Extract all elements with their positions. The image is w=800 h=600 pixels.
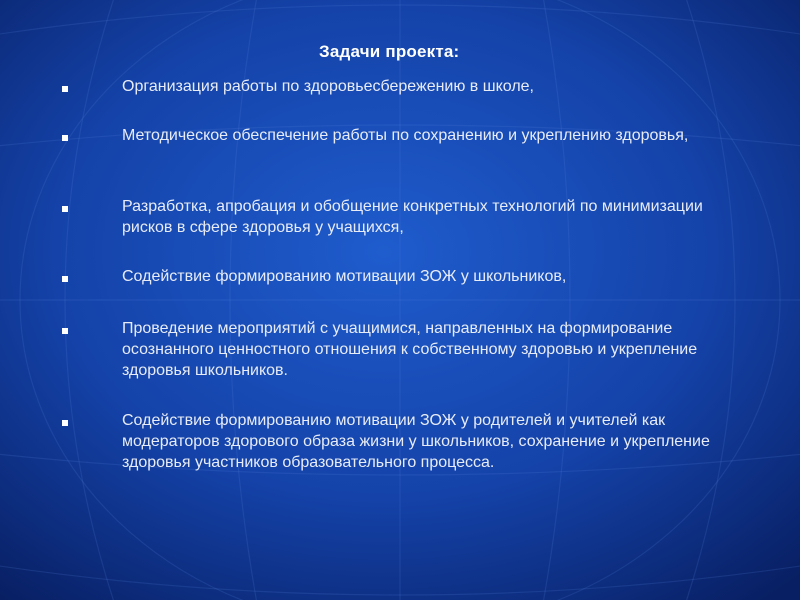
bullet-square-icon	[62, 206, 68, 212]
task-text: Проведение мероприятий с учащимися, направленных на формирование осознанного ценностного отношения к собственному здоровью и укрепление здоровья школьников.	[122, 320, 698, 379]
bullet-square-icon	[62, 276, 68, 282]
task-text: Содействие формированию мотивации ЗОЖ у родителей и учителей как модераторов здорового образа жизни у школьников, сохранение и укрепление здоровья участников образовательного процесса.	[122, 412, 710, 471]
slide-title: Задачи проекта:	[319, 42, 460, 61]
task-text: Содействие формированию мотивации ЗОЖ у школьников,	[122, 268, 567, 285]
task-text: Разработка, апробация и обобщение конкретных технологий по минимизации рисков в сфере здоровья у учащихся,	[122, 198, 703, 236]
task-text: Организация работы по здоровьесбережению в школе,	[122, 78, 534, 95]
bullet-square-icon	[62, 328, 68, 334]
bullet-square-icon	[62, 86, 68, 92]
bullet-square-icon	[62, 135, 68, 141]
task-text: Методическое обеспечение работы по сохранению и укреплению здоровья,	[122, 127, 689, 144]
bullet-square-icon	[62, 420, 68, 426]
